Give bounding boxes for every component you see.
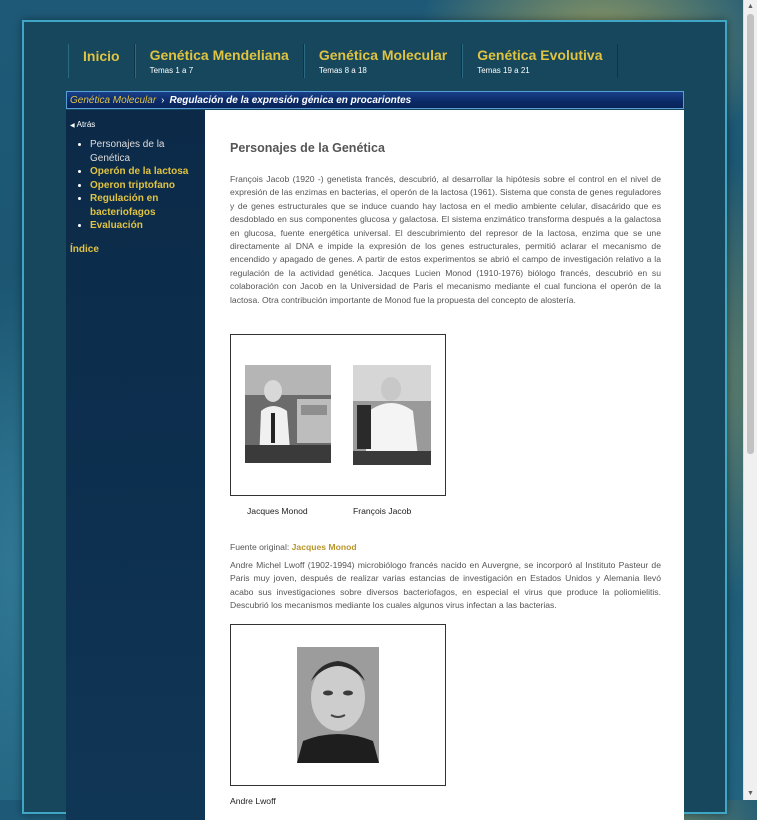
down-arrow-icon[interactable]: ▼ <box>747 790 754 797</box>
lwoff-image-frame <box>230 624 446 786</box>
sidebar-item-label[interactable]: Operon triptofano <box>90 179 175 191</box>
breadcrumb-section-link[interactable]: Genética Molecular <box>70 95 157 106</box>
lwoff-paragraph: Andre Michel Lwoff (1902-1994) microbiólogo francés nacido en Auvergne, se incorporó al Instituto Pasteur de Paris muy joven, después de realizar varias estancias de investigación en Estados Unidos y Alemania llevó acabo sus investigaciones sobre diversos bacteriofagos, en especial el virus que produce la poliomielitis. Descubrió los mecanismos mediante los cuales algunos virus infectan a las bacterias. <box>230 560 661 611</box>
caption-jacob: François Jacob <box>353 506 412 516</box>
breadcrumb <box>66 91 684 109</box>
vertical-scrollbar[interactable] <box>743 0 757 800</box>
nav-evolutiva-sub: Temas 19 a 21 <box>477 66 530 75</box>
monod-photo-graphic <box>245 365 331 463</box>
sidebar-item-operon-lactosa[interactable] <box>90 165 200 179</box>
left-triangle-icon: ◀ <box>70 123 75 129</box>
nav-genetica-molecular[interactable] <box>304 44 462 78</box>
nav-molecular-sub: Temas 8 a 18 <box>318 66 367 75</box>
caption-lwoff: Andre Lwoff <box>230 796 276 806</box>
source-link[interactable]: Jacques Monod <box>291 542 357 552</box>
nav-inicio[interactable] <box>68 44 135 78</box>
sidebar-item-regulacion-bacteriofagos[interactable] <box>90 192 200 219</box>
top-navigation <box>68 44 618 78</box>
sidebar-item-label[interactable]: Regulación en bacteriofagos <box>90 193 159 218</box>
source-line <box>230 542 357 552</box>
page-frame <box>22 20 727 814</box>
index-link[interactable]: Índice <box>70 244 99 255</box>
back-link-label: Atrás <box>76 120 96 129</box>
page-title: Personajes de la Genética <box>230 141 385 155</box>
sidebar-item-evaluacion[interactable] <box>90 219 200 233</box>
nav-mendeliana-sub: Temas 1 a 7 <box>149 66 194 75</box>
lwoff-photo <box>297 647 379 763</box>
sidebar-menu <box>74 138 200 233</box>
sidebar-item-label: Personajes de la Genética <box>90 139 165 164</box>
up-arrow-icon[interactable]: ▲ <box>747 3 754 10</box>
sidebar <box>66 110 205 820</box>
nav-genetica-mendeliana[interactable] <box>135 44 304 78</box>
breadcrumb-current-page: Regulación de la expresión génica en procariontes <box>169 95 412 106</box>
jacob-photo <box>353 365 431 465</box>
nav-genetica-evolutiva[interactable] <box>462 44 617 78</box>
sidebar-item-personajes <box>90 138 200 165</box>
sidebar-item-label[interactable]: Evaluación <box>90 220 143 231</box>
main-content <box>205 110 684 820</box>
monod-photo <box>245 365 331 463</box>
jacob-monod-paragraph: François Jacob (1920 -) genetista francés, descubrió, al desarrollar la hipótesis sobre el control en el nivel de expresión de las enzimas en bacterias, el operón de la lactosa (1961). Sistema que consta de genes reguladores y de genes estructurales que se induce cuando hay lactosa en el medio ambiente celular, disacárido que es desdoblado en sus componentes glucosa y galactosa. El sistema enzimático transforma después a la galactosa en glucosa, fuente energética universal. El descubrimiento del represor de la lactosa, enzima que se une directamente al DNA e impide la expresión de los genes estructurales, permitió aclarar el mecanismo de encendido y apagado de genes. A partir de estos experimentos se abrió el campo de investigación relativo a la regulación de la actividad genética. Jacques Lucien Monod (1910-1976) biólogo francés, descubrió en su colaboración con Jacob en la Universidad de Paris el mecanismo mediante el cual funciona el operón de la lactosa. Otra contribución importante de Monod fue la propuesta del concepto de alostería. <box>230 174 661 305</box>
nav-evolutiva-label: Genética Evolutiva <box>477 47 603 63</box>
lwoff-photo-graphic <box>297 647 379 763</box>
sidebar-item-operon-triptofano[interactable] <box>90 179 200 193</box>
nav-inicio-label: Inicio <box>83 48 120 64</box>
breadcrumb-separator: › <box>161 95 165 106</box>
nav-molecular-label: Genética Molecular <box>318 47 448 63</box>
scroll-thumb[interactable] <box>747 14 754 454</box>
jacob-photo-graphic <box>353 365 431 465</box>
source-label: Fuente original: <box>230 542 290 552</box>
sidebar-item-label[interactable]: Operón de la lactosa <box>90 166 189 177</box>
jacob-monod-image-frame <box>230 334 446 496</box>
nav-mendeliana-label: Genética Mendeliana <box>149 47 289 63</box>
caption-monod: Jacques Monod <box>247 506 308 516</box>
back-link[interactable] <box>70 120 95 129</box>
